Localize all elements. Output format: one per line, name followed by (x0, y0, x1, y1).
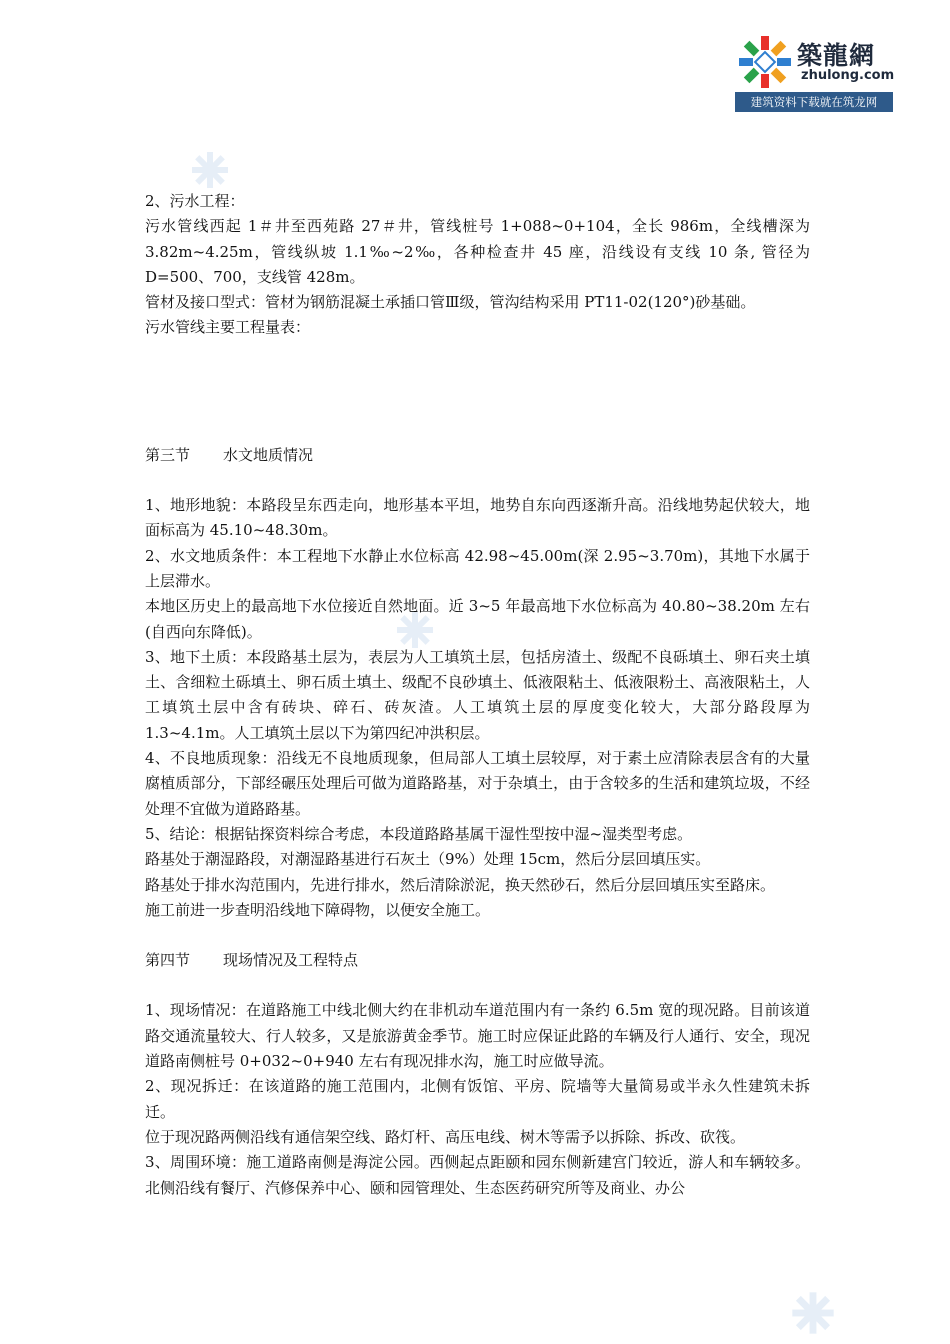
section-title: 现场情况及工程特点 (223, 951, 359, 970)
logo-chinese-name: 築龍網 (797, 41, 876, 70)
paragraph: 污水管线主要工程量表： (145, 318, 311, 337)
document-body (145, 189, 810, 1201)
section-heading (145, 443, 810, 468)
paragraph: 路基处于潮湿路段，对潮湿路基进行石灰土（9%）处理 15cm，然后分层回填压实。 (145, 850, 711, 869)
section-number: 第三节 (145, 445, 191, 464)
spacer (145, 468, 810, 493)
paragraph: 管材及接口型式：管材为钢筋混凝土承插口管Ⅲ级，管沟结构采用 PT11-02(120°)砂基础。 (145, 293, 756, 312)
paragraph: 1、地形地貌：本路段呈东西走向，地形基本平坦，地势自东向西逐渐升高。沿线地势起伏较大，地面标高为 45.10~48.30m。 (145, 496, 810, 540)
paragraph: 2、水文地质条件：本工程地下水静止水位标高 42.98~45.00m(深 2.95~3.70m)，其地下水属于上层滞水。 (145, 546, 810, 590)
paragraph: 污水管线西起 1＃井至西苑路 27＃井，管线桩号 1+088~0+104，全长 986m，全线槽深为 3.82m~4.25m，管线纵坡 1.1‰~2‰，各种检查井 45 座，沿线设有支线 10 条, 管径为 D=500、700，支线管 428m。 (145, 217, 810, 286)
spacer (145, 923, 810, 948)
paragraph: 2、现况拆迁：在该道路的施工范围内，北侧有饭馆、平房、院墙等大量简易或半永久性建筑未拆迁。 (145, 1077, 810, 1121)
logo-header (735, 30, 893, 90)
section-heading (145, 948, 810, 973)
spacer (145, 973, 810, 998)
spacer (145, 341, 810, 443)
paragraph: 位于现况路两侧沿线有通信架空线、路灯杆、高压电线、树木等需予以拆除、拆改、砍筏。 (145, 1127, 746, 1146)
section-title: 水文地质情况 (223, 445, 314, 464)
paragraph: 1、现场情况：在道路施工中线北侧大约在非机动车道范围内有一条约 6.5m 宽的现况路。目前该道路交通流量较大、行人较多，又是旅游黄金季节。施工时应保证此路的车辆及行人通行、安全，现况道路南侧桩号 0+032~0+940 左右有现况排水沟，施工时应做导流。 (145, 1001, 810, 1071)
watermark-snowflake-icon (790, 1290, 836, 1336)
logo-slogan: 建筑资料下载就在筑龙网 (735, 92, 893, 112)
paragraph: 3、地下土质：本段路基土层为，表层为人工填筑土层，包括房渣土、级配不良砾填土、卵石夹土填土、含细粒土砾填土、卵石质土填土、级配不良砂填土、低液限粘土、低液限粉土、高液限粘土，人工填筑土层中含有砖块、碎石、砖灰渣。人工填筑土层的厚度变化较大，大部分路段厚为 1.3~4.1m。人工填筑土层以下为第四纪冲洪积层。 (145, 647, 810, 742)
section-number: 第四节 (145, 951, 191, 970)
zhulong-logo (735, 30, 893, 112)
watermark-snowflake-icon (190, 150, 230, 190)
paragraph: 本地区历史上的最高地下水位接近自然地面。近 3~5 年最高地下水位标高为 40.80~38.20m 左右(自西向东降低)。 (145, 597, 810, 641)
paragraph: 3、周围环境：施工道路南侧是海淀公园。西侧起点距颐和园东侧新建宫门较近，游人和车辆较多。北侧沿线有餐厅、汽修保养中心、颐和园管理处、生态医药研究所等及商业、办公 (145, 1153, 810, 1197)
logo-url: zhulong.com (801, 68, 895, 83)
paragraph: 路基处于排水沟范围内，先进行排水，然后清除淤泥，换天然砂石，然后分层回填压实至路床。 (145, 875, 776, 894)
paragraph: 施工前进一步查明沿线地下障碍物，以便安全施工。 (145, 900, 491, 919)
snowflake-logo-icon (737, 34, 793, 90)
paragraph: 4、不良地质现象：沿线无不良地质现象，但局部人工填土层较厚，对于素土应清除表层含有的大量腐植质部分，下部经碾压处理后可做为道路路基，对于杂填土，由于含较多的生活和建筑垃圾，不经处理不宜做为道路路基。 (145, 749, 810, 818)
paragraph: 5、结论：根据钻探资料综合考虑，本段道路路基属干湿性型按中湿~湿类型考虑。 (145, 824, 693, 843)
paragraph: 2、污水工程： (145, 192, 245, 210)
